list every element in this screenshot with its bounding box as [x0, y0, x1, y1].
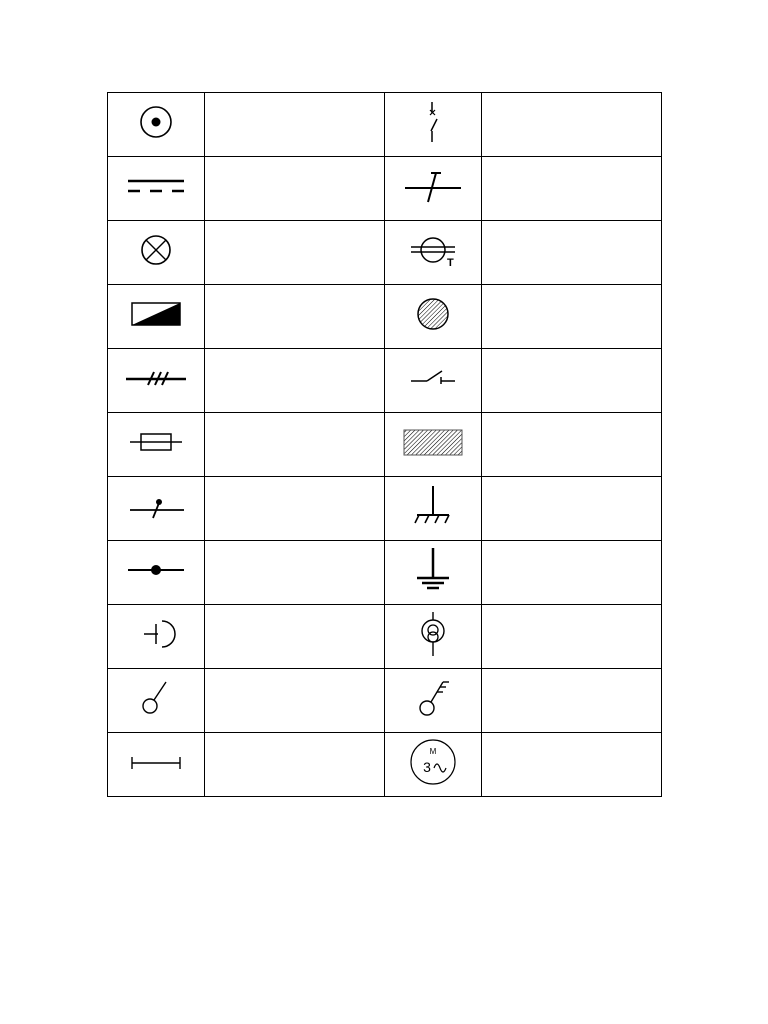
description-cell: [205, 349, 385, 413]
direct-current-line-icon: [120, 162, 192, 210]
transformer-icon: [397, 610, 469, 658]
description-cell: [205, 541, 385, 605]
symbol-cell: [108, 733, 205, 797]
symbol-cell: [384, 605, 481, 669]
circuit-breaker-switch-icon: [397, 98, 469, 146]
telephone-outlet-icon: [397, 226, 469, 274]
symbol-cell: [384, 477, 481, 541]
hatched-panel-icon: [397, 418, 469, 466]
motor-phase-label: 3: [423, 759, 432, 775]
description-cell: [205, 157, 385, 221]
description-cell: [482, 221, 662, 285]
description-cell: [205, 733, 385, 797]
description-cell: [482, 157, 662, 221]
description-cell: [205, 285, 385, 349]
symbol-cell: [384, 541, 481, 605]
table-row: [108, 157, 662, 221]
table-row: [108, 605, 662, 669]
table-row: [108, 477, 662, 541]
svg-text:T: T: [447, 257, 454, 269]
push-button-switch-icon: [397, 354, 469, 402]
symbol-cell: [108, 669, 205, 733]
three-conductor-line-icon: [120, 354, 192, 402]
socket-outlet-icon: [120, 98, 192, 146]
symbol-cell: [108, 477, 205, 541]
earth-ground-icon: [397, 546, 469, 594]
symbol-cell: [384, 93, 481, 157]
description-cell: [482, 285, 662, 349]
distribution-board-icon: [120, 290, 192, 338]
symbol-cell: [384, 733, 481, 797]
symbol-cell: [384, 349, 481, 413]
plug-connector-icon: [120, 610, 192, 658]
symbol-cell: [108, 605, 205, 669]
single-pole-switch-icon: [120, 674, 192, 722]
cable-crossing-mark-icon: [397, 162, 469, 210]
symbol-cell: [108, 157, 205, 221]
table-row: [108, 733, 662, 797]
description-cell: [205, 93, 385, 157]
table-row: [108, 221, 662, 285]
multi-pole-switch-icon: [397, 674, 469, 722]
description-cell: [205, 477, 385, 541]
symbol-cell: [108, 221, 205, 285]
thermal-switch-icon: [120, 482, 192, 530]
hatched-circle-icon: [397, 290, 469, 338]
description-cell: [205, 669, 385, 733]
description-cell: [205, 221, 385, 285]
description-cell: [205, 605, 385, 669]
resistor-span-icon: [120, 738, 192, 786]
symbol-cell: [108, 349, 205, 413]
description-cell: [482, 93, 662, 157]
description-cell: [482, 605, 662, 669]
description-cell: [482, 733, 662, 797]
symbol-cell: [384, 669, 481, 733]
symbol-table: [107, 92, 662, 797]
description-cell: [482, 477, 662, 541]
symbol-cell: [384, 221, 481, 285]
table-row: [108, 413, 662, 477]
table-row: [108, 349, 662, 413]
lamp-icon: [120, 226, 192, 274]
table-row: [108, 93, 662, 157]
table-row: [108, 541, 662, 605]
symbol-cell: [108, 413, 205, 477]
three-phase-motor-icon: [397, 738, 469, 786]
symbol-cell: [108, 285, 205, 349]
symbol-cell: [384, 157, 481, 221]
chassis-ground-icon: [397, 482, 469, 530]
symbol-cell: [108, 93, 205, 157]
description-cell: [482, 349, 662, 413]
table-row: [108, 669, 662, 733]
motor-sub-label: M: [429, 747, 437, 756]
description-cell: [205, 413, 385, 477]
symbol-cell: [384, 413, 481, 477]
junction-point-icon: [120, 546, 192, 594]
table-row: [108, 285, 662, 349]
fuse-icon: [120, 418, 192, 466]
description-cell: [482, 669, 662, 733]
symbol-cell: [108, 541, 205, 605]
description-cell: [482, 413, 662, 477]
symbol-cell: [384, 285, 481, 349]
description-cell: [482, 541, 662, 605]
